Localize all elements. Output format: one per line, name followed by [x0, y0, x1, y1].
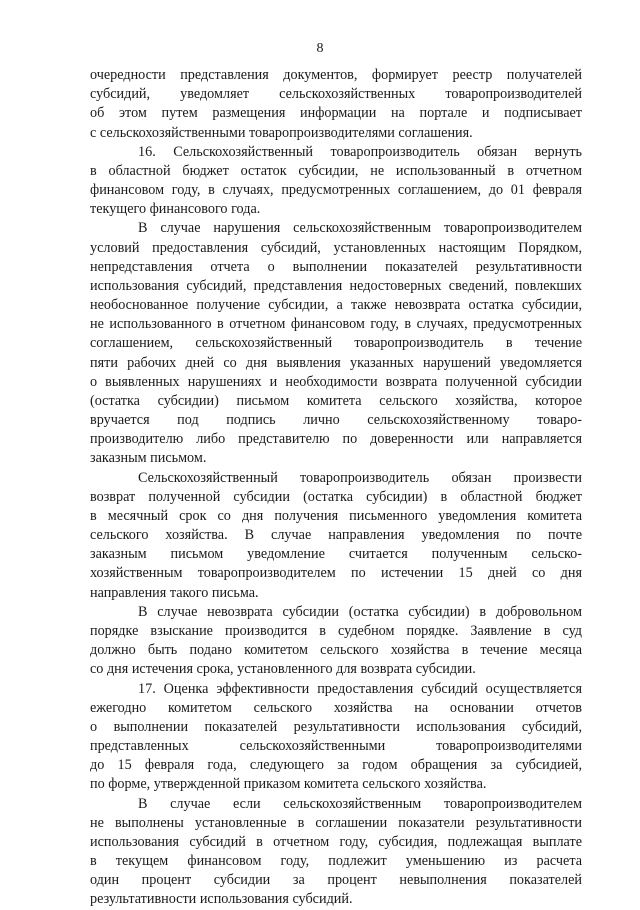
text-line: со дня истечения срока, установленного для возврата субсидии.	[90, 661, 476, 678]
text-line: хозяйственным товаропроизводителем по истечении 15 дней со дня	[90, 565, 582, 582]
paragraph-first-line: Сельскохозяйственный товаропроизводитель обязан произвести	[138, 469, 582, 486]
text-line: результативности использования субсидий.	[90, 891, 353, 908]
paragraph-first-line: В случае невозврата субсидии (остатка субсидии) в добровольном	[138, 603, 582, 620]
paragraph-first-line: В случае нарушения сельскохозяйственным товаропроизводителем	[138, 220, 582, 237]
text-line: о выявленных нарушениях и необходимости возврата полученной субсидии	[90, 373, 582, 390]
text-line: не выполнены установленные в соглашении показатели результативности	[90, 814, 582, 831]
page-number: 8	[316, 41, 324, 56]
text-line: вручается под подпись лично сельскохозяйственному товаро-	[90, 412, 582, 429]
text-line: ежегодно комитетом сельского хозяйства на основании отчетов	[90, 699, 582, 716]
text-line: по форме, утвержденной приказом комитета сельского хозяйства.	[90, 776, 487, 793]
document-body	[90, 66, 582, 910]
text-line: пяти рабочих дней со дня выявления указанных нарушений уведомляется	[90, 354, 582, 371]
text-line: до 15 февраля года, следующего за годом обращения за субсидией,	[90, 757, 582, 774]
text-line: представленных сельскохозяйственными товаропроизводителями	[90, 738, 582, 755]
text-line: порядке взыскание производится в судебном порядке. Заявление в суд	[90, 622, 582, 639]
text-line: необоснованное получение субсидии, а также невозврата остатка субсидии,	[90, 297, 582, 314]
text-line: очередности представления документов, формирует реестр получателей	[90, 67, 582, 83]
text-line: сельского хозяйства. В случае направления уведомления по почте	[90, 527, 582, 544]
text-line: использования субсидий в отчетном году, субсидия, подлежащая выплате	[90, 833, 582, 850]
text-line: в текущем финансовом году, подлежит уменьшению из расчета	[90, 853, 582, 870]
text-line: непредставления отчета о выполнении показателей результативности	[90, 258, 582, 275]
text-line: финансовом году, в случаях, предусмотренных соглашением, до 01 февраля	[90, 182, 582, 199]
text-line: заказным письмом.	[90, 450, 207, 467]
text-line: текущего финансового года.	[90, 201, 261, 218]
text-line: в месячный срок со дня получения письменного уведомления комитета	[90, 507, 582, 524]
text-line: об этом путем размещения информации на портале и подписывает	[90, 105, 582, 122]
text-line: о выполнении показателей результативности использования субсидий,	[90, 718, 582, 735]
text-line: использования субсидий, представления недостоверных сведений, повлекших	[90, 277, 582, 294]
text-line: соглашением, сельскохозяйственный товаропроизводитель в течение	[90, 335, 582, 352]
paragraph-first-line: 17. Оценка эффективности предоставления субсидий осуществляется	[138, 680, 582, 697]
text-line: должно быть подано комитетом сельского хозяйства в течение месяца	[90, 642, 582, 659]
text-line: субсидий, уведомляет сельскохозяйственных товаропроизводителей	[90, 86, 582, 103]
paragraph-first-line: 16. Сельскохозяйственный товаропроизводитель обязан вернуть	[138, 143, 582, 160]
text-line: с сельскохозяйственными товаропроизводителями соглашения.	[90, 124, 473, 141]
text-line: в областной бюджет остаток субсидии, не использованный в отчетном	[90, 162, 582, 179]
text-line: возврат полученной субсидии (остатка субсидии) в областной бюджет	[90, 488, 582, 505]
text-line: заказным письмом уведомление считается полученным сельско-	[90, 546, 582, 563]
text-line: условий предоставления субсидий, установленных настоящим Порядком,	[90, 239, 582, 256]
text-line: (остатка субсидии) письмом комитета сельского хозяйства, которое	[90, 392, 582, 409]
text-line: не использованного в отчетном финансовом году, в случаях, предусмотренных	[90, 316, 582, 333]
text-line: направления такого письма.	[90, 584, 259, 601]
text-line: один процент субсидии за процент невыполнения показателей	[90, 872, 582, 889]
paragraph-first-line: В случае если сельскохозяйственным товаропроизводителем	[138, 795, 582, 812]
text-line: производителю либо представителю по доверенности или направляется	[90, 431, 582, 448]
